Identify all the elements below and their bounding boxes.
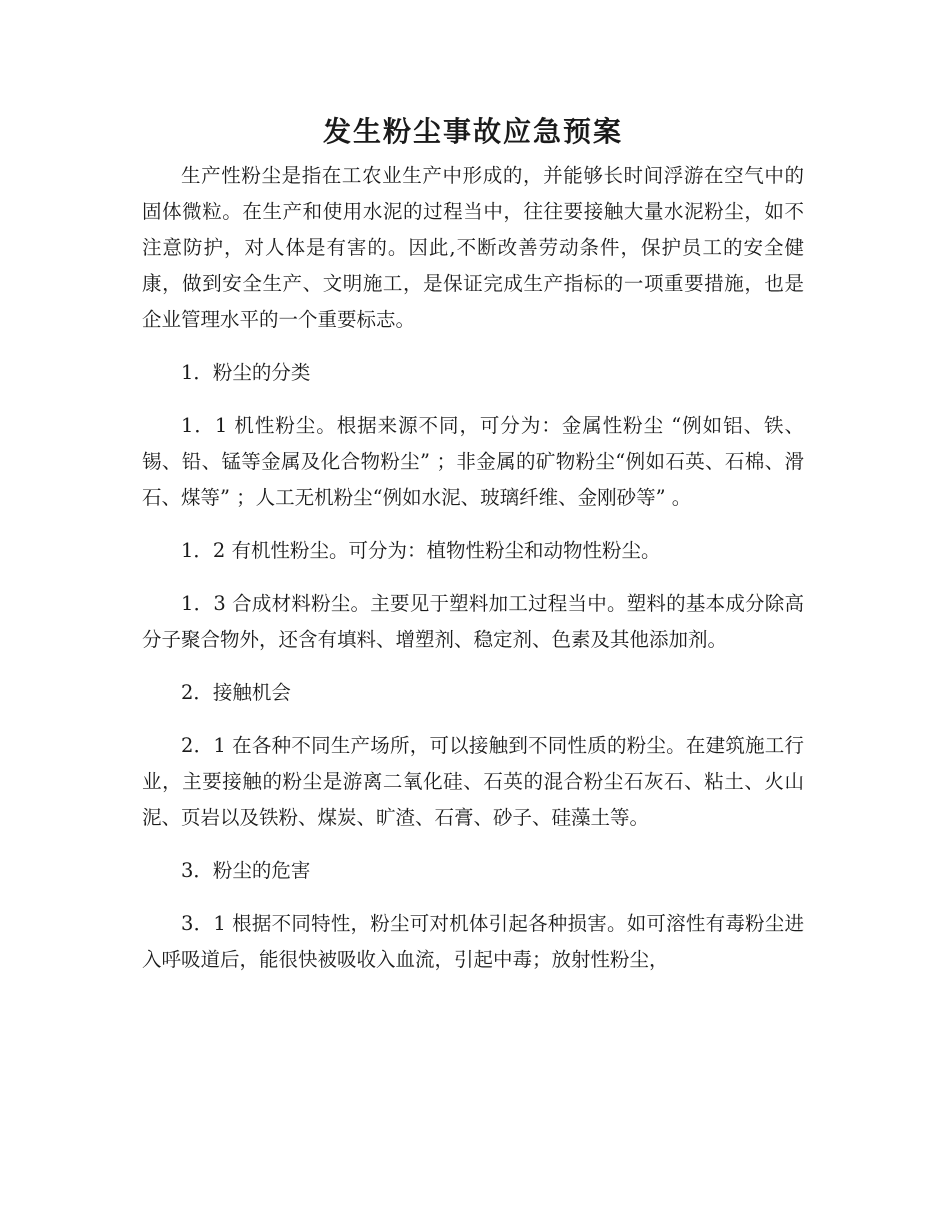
section-heading-exposure: 2．接触机会 — [181, 681, 291, 704]
paragraph-1-2: 1．2 有机性粉尘。可分为：植物性粉尘和动物性粉尘。 — [181, 539, 661, 562]
document-title: 发生粉尘事故应急预案 — [322, 115, 623, 148]
section-heading-classification: 1．粉尘的分类 — [181, 361, 311, 384]
paragraph-2-1: 2．1 在各种不同生产场所，可以接触到不同性质的粉尘。在建筑施工行业，主要接触的粉尘是游离二氧化硅、石英的混合粉尘石灰石、粘土、火山泥、页岩以及铁粉、煤炭、旷渣、石膏、砂子、硅藻土等。 — [142, 734, 804, 829]
paragraph-3-1: 3．1 根据不同特性，粉尘可对机体引起各种损害。如可溶性有毒粉尘进入呼吸道后，能很快被吸收入血流，引起中毒；放射性粉尘， — [142, 912, 804, 971]
document-body — [142, 112, 804, 995]
intro-paragraph: 生产性粉尘是指在工农业生产中形成的，并能够长时间浮游在空气中的固体微粒。在生产和使用水泥的过程当中，往往要接触大量水泥粉尘，如不注意防护，对人体是有害的。因此,不断改善劳动条件，保护员工的安全健康，做到安全生产、文明施工，是保证完成生产指标的一项重要措施，也是企业管理水平的一个重要标志。 — [142, 164, 804, 331]
paragraph-1-3: 1．3 合成材料粉尘。主要见于塑料加工过程当中。塑料的基本成分除高分子聚合物外，还含有填料、增塑剂、稳定剂、色素及其他添加剂。 — [142, 592, 804, 651]
paragraph-1-1: 1．1 机性粉尘。根据来源不同，可分为：金属性粉尘 “例如铝、铁、锡、铅、锰等金属及化合物粉尘” ；非金属的矿物粉尘“例如石英、石棉、滑石、煤等” ；人工无机粉尘“例如水泥、玻璃纤维、金刚砂等” 。 — [142, 414, 804, 509]
section-heading-hazards: 3．粉尘的危害 — [181, 859, 311, 882]
